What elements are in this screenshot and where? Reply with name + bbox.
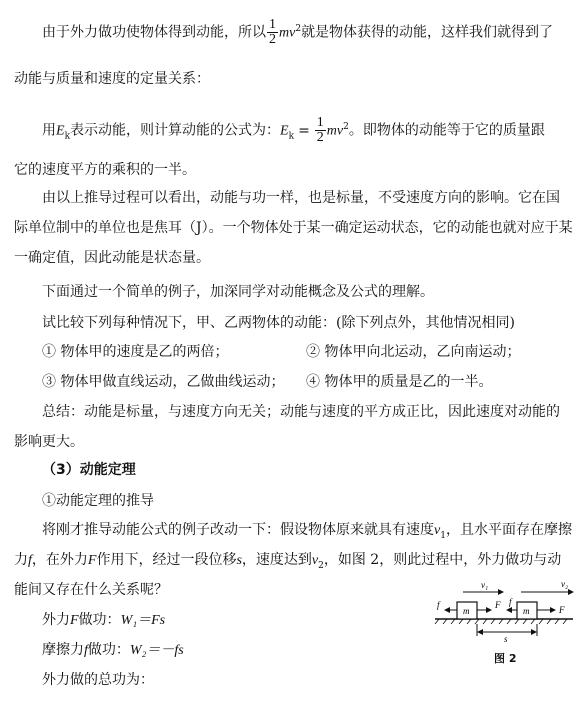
subscript: k (288, 131, 295, 142)
force-label-1: F (495, 600, 501, 610)
text-segment: 做功： (87, 642, 130, 658)
paragraph-4: 下面通过一个简单的例子，加深同学对动能概念及公式的理解。 (42, 284, 434, 300)
paragraph-3-line-2: 际单位制中的单位也是焦耳（J）。一个物体处于某一确定运动状态，它的动能也就对应于某 (14, 220, 573, 236)
text-segment: 外力 (42, 612, 70, 628)
summary-line-1: 总结：动能是标量，与速度方向无关；动能与速度的平方成正比，因此速度对动能的 (42, 404, 560, 420)
subscript: 1 (440, 530, 446, 541)
text-segment: 表示动能，则计算动能的公式为： (70, 122, 281, 139)
formula-mv: mv (279, 25, 296, 41)
list-item: ① 物体甲的速度是乙的两倍； (42, 344, 229, 360)
block-2-label: m (523, 606, 530, 616)
total-work: 外力做的总功为： (42, 672, 154, 688)
paragraph-6-line-1 (42, 520, 572, 546)
subsection-title: ①动能定理的推导 (42, 493, 154, 509)
work-external-force (42, 610, 165, 631)
symbol-ek: E (56, 123, 65, 139)
paragraph-6-line-2 (14, 550, 561, 576)
figure-caption: 图 2 (494, 652, 517, 665)
symbol-F: F (87, 553, 97, 568)
text-segment: 作用下，经过一段位移 (96, 552, 237, 568)
block-1-label: m (463, 606, 470, 616)
text-segment: 将刚才推导动能公式的例子改动一下：假设物体原来就具有速度 (42, 522, 434, 538)
velocity-label-1: v₁ (481, 580, 489, 590)
symbol-f: f (84, 643, 88, 658)
symbol-ek: E (280, 123, 289, 139)
superscript: 2 (295, 23, 302, 34)
paragraph-3-line-3: 一确定值，因此动能是状态量。 (14, 250, 210, 266)
text-segment: 由于外力做功使物体得到动能，所以 (42, 24, 266, 41)
symbol-F: F (70, 613, 79, 628)
work-friction (42, 640, 184, 661)
symbol-s: s (236, 553, 242, 568)
text-segment: ，速度达到 (241, 552, 312, 568)
paragraph-3-line-1: 由以上推导过程可以看出，动能与功一样，也是标量，不受速度方向的影响。它在国 (42, 190, 560, 206)
symbol-v2: v (311, 553, 319, 568)
list-item: ② 物体甲向北运动，乙向南运动； (306, 344, 521, 360)
text-segment: 做功： (78, 612, 121, 628)
denominator: 2 (269, 32, 276, 47)
fraction-half (315, 116, 326, 145)
subscript: 2 (318, 560, 324, 571)
paragraph-1-line-2: 动能与质量和速度的定量关系： (14, 71, 210, 87)
velocity-label-2: v₂ (561, 579, 569, 589)
superscript: 2 (343, 121, 349, 132)
list-item: ③ 物体甲做直线运动，乙做曲线运动； (42, 374, 285, 390)
text-segment: 摩擦力 (42, 642, 84, 658)
paragraph-6-line-3: 能间又存在什么关系呢？ (14, 582, 168, 598)
equation-w1: W₁＝Fs (120, 613, 166, 628)
paragraph-2-line-2: 它的速度平方的乘积的一半。 (14, 162, 196, 178)
paragraph-1-line-1 (42, 18, 553, 47)
symbol-v1: v (434, 523, 441, 538)
text-segment: 力 (14, 552, 28, 568)
text-segment: 。即物体的动能等于它的质量跟 (348, 122, 545, 139)
friction-label-2: f (509, 597, 512, 607)
force-label-2: F (559, 605, 565, 615)
numerator: 1 (316, 115, 324, 130)
paragraph-5: 试比较下列每种情况下，甲、乙两物体的动能：(除下列点外，其他情况相同) (42, 315, 515, 331)
denominator: 2 (316, 130, 324, 145)
fraction-half (267, 18, 278, 47)
equation-w2: W₂＝－fs (129, 643, 184, 658)
text-segment: 就是物体获得的动能，这样我们就得到了 (301, 24, 554, 41)
formula-mv: mv (326, 123, 344, 139)
summary-line-2: 影响更大。 (14, 434, 84, 450)
text-segment: 用 (42, 122, 56, 139)
text-segment: ，在外力 (31, 552, 88, 568)
friction-label-1: f (437, 600, 440, 610)
text-segment: ，如图 2，则此过程中，外力做功与动 (323, 552, 562, 568)
subscript: k (64, 131, 71, 142)
list-item: ④ 物体甲的质量是乙的一半。 (306, 374, 493, 390)
section-title: （3）动能定理 (42, 462, 136, 478)
displacement-label: s (504, 634, 508, 644)
paragraph-2-line-1 (42, 116, 545, 146)
symbol-f: f (28, 553, 32, 568)
text-segment: ，且水平面存在摩擦 (445, 522, 572, 538)
equals-sign: = (298, 122, 310, 139)
numerator: 1 (269, 17, 276, 32)
